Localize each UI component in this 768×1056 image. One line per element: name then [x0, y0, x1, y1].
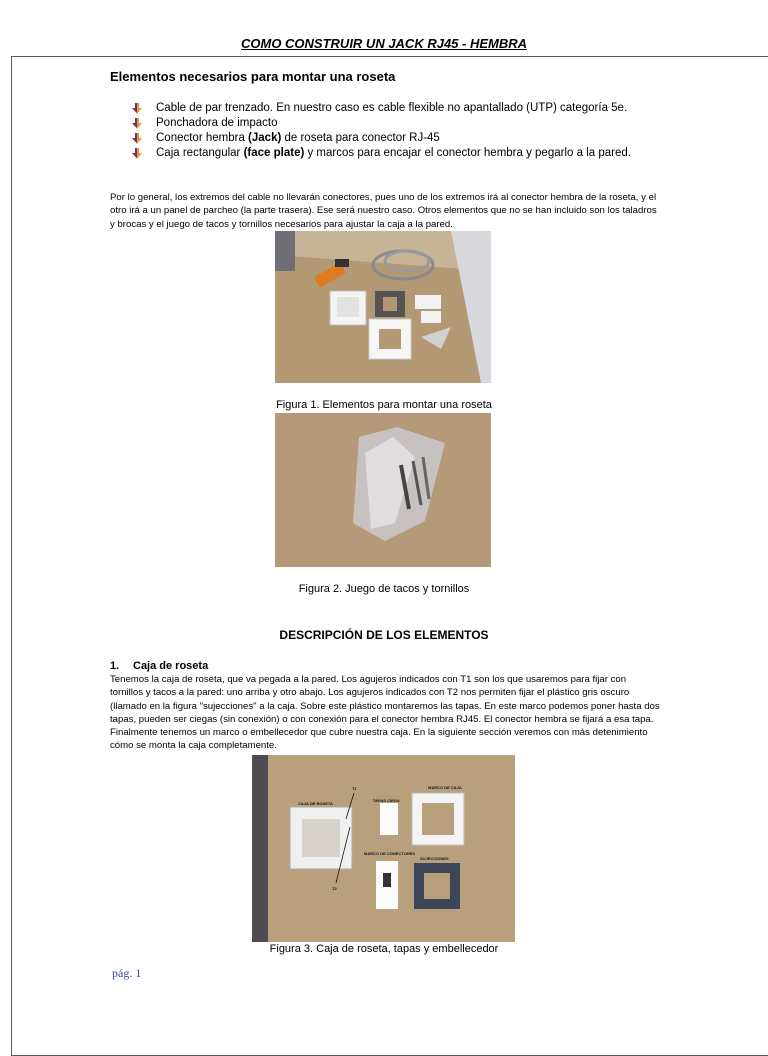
figure1-photo: [275, 231, 491, 383]
bullet-arrow-icon: [131, 118, 143, 130]
list-item: [131, 146, 631, 161]
bullet-arrow-icon: [131, 148, 143, 160]
figure3-label-marco-caja: MARCO DE CAJA: [428, 785, 462, 790]
list-item: [131, 131, 631, 146]
figure2-caption: Figura 2. Juego de tacos y tornillos: [298, 583, 470, 595]
list-item-text: Conector hembra (Jack) de roseta para conector RJ-45: [156, 132, 440, 144]
list-item-text: Ponchadora de impacto: [156, 117, 278, 129]
intro-paragraph: Por lo general, los extremos del cable no llevarán conectores, pues uno de los extremos irá al conector hembra de la roseta, y el otro irá a un panel de parcheo (la parte trasera). Ese será nuestro caso. Otros elementos que no se han incluido son los taladros y brocas y el juego de tacos y tornillos necesarios para ajustar la caja a la pared.: [110, 192, 657, 230]
page-number: pág. 1: [112, 966, 142, 980]
figure3-label-marco-conectores: MARCO DE CONECTORES: [364, 851, 416, 856]
bullet-arrow-icon: [131, 133, 143, 145]
figure3-label-sujecciones: SUJECCIONES: [420, 856, 449, 861]
figure3-label-t1: T1: [352, 786, 357, 791]
figure3-label-tapas: TAPAS CIEGA: [373, 798, 400, 803]
list-item-text: Caja rectangular (face plate) y marcos para encajar el conector hembra y pegarlo a la pared.: [156, 147, 631, 159]
section-heading: Elementos necesarios para montar una roseta: [110, 69, 396, 84]
page-title: COMO CONSTRUIR UN JACK RJ45 - HEMBRA: [240, 36, 528, 51]
figure1-caption: Figura 1. Elementos para montar una roseta: [276, 399, 492, 411]
figure3-caption: Figura 3. Caja de roseta, tapas y embellecedor: [269, 943, 499, 955]
description-heading: DESCRIPCIÓN DE LOS ELEMENTOS: [279, 628, 489, 642]
materials-list: [131, 101, 631, 161]
figure3-label-caja: CAJA DE ROSETA: [298, 801, 333, 806]
figure2-photo: [275, 413, 491, 567]
section1-paragraph: Tenemos la caja de roseta, que va pegada a la pared. Los agujeros indicados con T1 son los que usaremos para fijar con tornillos y tacos a la pared: uno arriba y otro abajo. Los agujeros indicados con T2 nos permiten fijar el plástico gris oscuro (llamado en la figura "sujecciones" a la caja. Sobre este plástico montaremos las tapas. En este marco podemos poner hasta dos tapas, pueden ser ciegas (sin conexión) o con conexión para el conector hembra RJ45. El conector hembra se fijará a esa tapa. Finalmente tenemos un marco o embellecedor que cubre nuestra caja. En la siguiente sección veremos con más detenimiento cómo se monta la caja completamente.: [110, 674, 660, 752]
figure3-label-t2: T2: [332, 886, 337, 891]
list-item: [131, 101, 631, 116]
list-item-text: Cable de par trenzado. En nuestro caso es cable flexible no apantallado (UTP) categoría 5e.: [156, 102, 628, 114]
figure3-photo: [252, 755, 515, 942]
section1-heading: 1. Caja de roseta: [110, 660, 209, 672]
bullet-arrow-icon: [131, 103, 143, 115]
list-item: [131, 116, 631, 131]
